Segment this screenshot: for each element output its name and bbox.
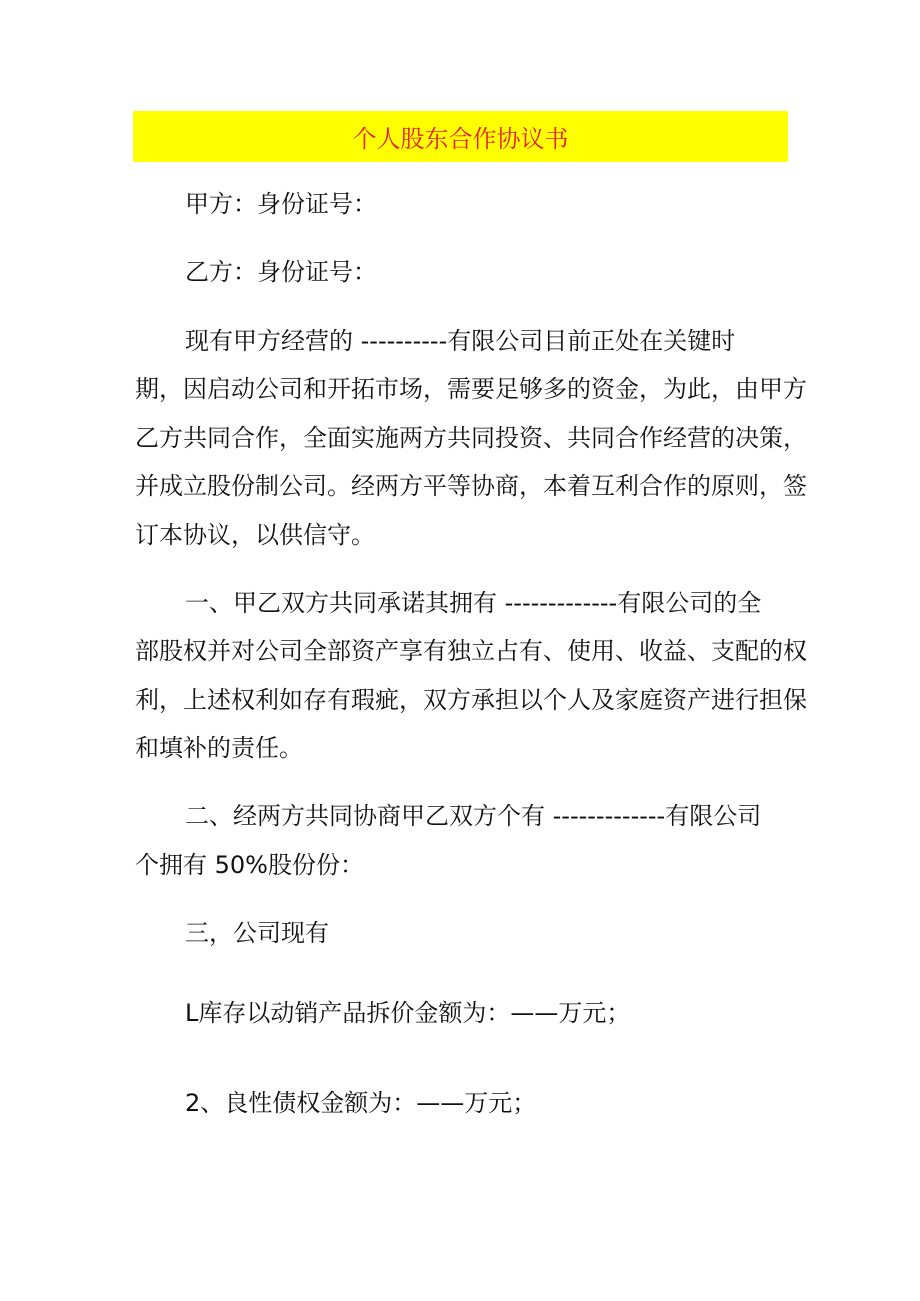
clause2-line-1: 二、经两方共同协商甲乙双方个有 -------------有限公司 [185,802,762,830]
clause1-line-1: 一、甲乙双方共同承诺其拥有 -------------有限公司的全 [185,589,762,617]
title-banner [133,111,788,162]
document-title: 个人股东合作协议书 [352,125,569,153]
clause1-line-4: 和填补的责任。 [135,734,303,762]
party-a-line: 甲方：身份证号： [185,190,377,218]
item2-line: 2、良性债权金额为：——万元； [185,1089,537,1117]
intro-line-1: 现有甲方经营的 ----------有限公司目前正处在关键时 [185,327,736,355]
clause1-line-2: 部股权并对公司全部资产享有独立占有、使用、收益、支配的权 [135,637,807,665]
clause2-line-2: 个拥有 50%股份份： [135,851,364,879]
intro-line-5: 订本协议，以供信守。 [135,521,375,549]
clause3-line: 三，公司现有 [185,919,329,947]
item1-line: L库存以动销产品拆价金额为：——万元； [185,999,631,1027]
clause1-line-3: 利，上述权利如存有瑕疵，双方承担以个人及家庭资产进行担保 [135,686,807,714]
intro-line-3: 乙方共同合作，全面实施两方共同投资、共同合作经营的决策， [135,424,807,452]
intro-line-4: 并成立股份制公司。经两方平等协商，本着互利合作的原则，签 [135,472,807,500]
party-b-line: 乙方：身份证号： [185,258,377,286]
intro-line-2: 期，因启动公司和开拓市场，需要足够多的资金，为此，由甲方 [135,375,807,403]
